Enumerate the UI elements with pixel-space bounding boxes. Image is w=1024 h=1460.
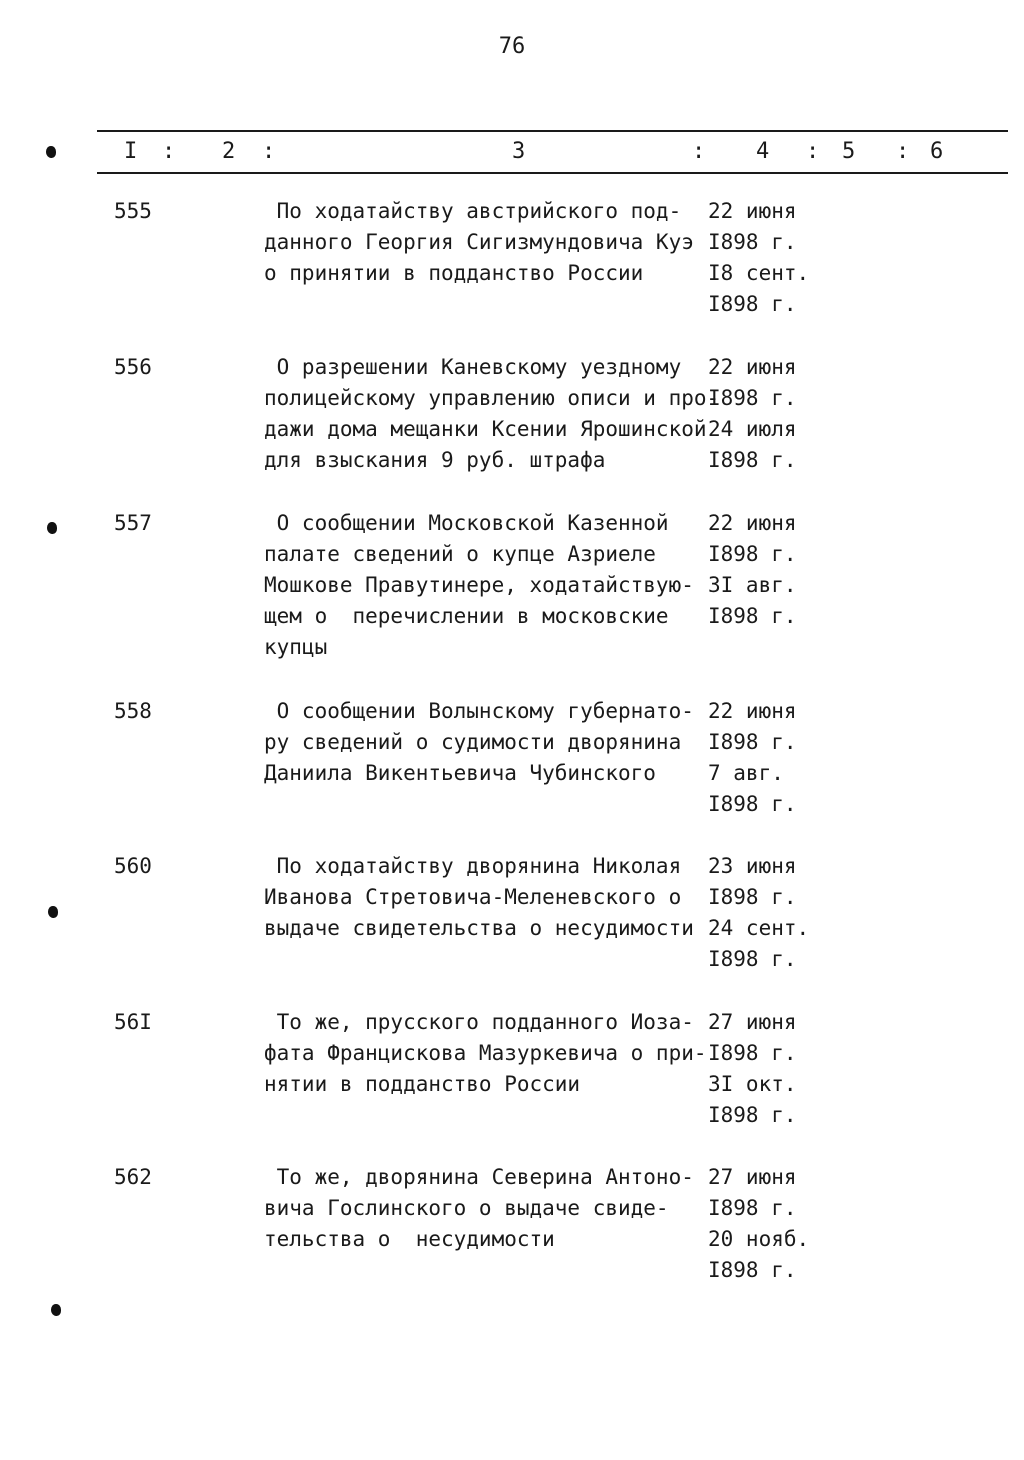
date-line: 27 июня <box>708 1010 797 1034</box>
date-line: 3I авг. <box>708 573 797 597</box>
description-line: дажи дома мещанки Ксении Ярошинской <box>264 417 707 441</box>
description-line: Даниила Викентьевича Чубинского <box>264 761 656 785</box>
entry-number: 556 <box>114 355 152 379</box>
description-line: ру сведений о судимости дворянина <box>264 730 682 754</box>
description-line: купцы <box>264 635 328 659</box>
description-line: О сообщении Волынскому губернато- <box>264 699 694 723</box>
description-line: По ходатайству дворянина Николая <box>264 854 682 878</box>
entry-dates <box>708 1162 809 1286</box>
description-line: полицейскому управлению описи и про- <box>264 386 720 410</box>
date-line: 3I окт. <box>708 1072 797 1096</box>
date-line: I898 г. <box>708 448 797 472</box>
entry-number: 557 <box>114 511 152 535</box>
date-line: 22 июня <box>708 355 797 379</box>
date-line: I898 г. <box>708 947 797 971</box>
binding-hole-mark <box>46 146 56 158</box>
column-header-4: 4 <box>756 139 770 164</box>
date-line: I898 г. <box>708 730 797 754</box>
column-header-2: 2 <box>222 139 236 164</box>
description-line: нятии в подданство России <box>264 1072 581 1096</box>
table-header-bottom-rule <box>97 172 1008 174</box>
date-line: I898 г. <box>708 885 797 909</box>
description-line: тельства о несудимости <box>264 1227 555 1251</box>
column-header-separator: : <box>896 139 910 164</box>
entry-number: 562 <box>114 1165 152 1189</box>
entry-number: 555 <box>114 199 152 223</box>
column-header-1: I <box>124 139 138 164</box>
date-line: 27 июня <box>708 1165 797 1189</box>
date-line: 7 авг. <box>708 761 784 785</box>
description-line: вича Гослинского о выдаче свиде- <box>264 1196 669 1220</box>
description-line: фата Францискова Мазуркевича о при- <box>264 1041 707 1065</box>
date-line: 22 июня <box>708 699 797 723</box>
entry-number: 560 <box>114 854 152 878</box>
date-line: I898 г. <box>708 1103 797 1127</box>
entry-description <box>264 696 704 789</box>
description-line: выдаче свидетельства о несудимости <box>264 916 694 940</box>
date-line: 24 июля <box>708 417 797 441</box>
entry-dates <box>708 851 809 975</box>
description-line: для взыскания 9 руб. штрафа <box>264 448 606 472</box>
date-line: I898 г. <box>708 1196 797 1220</box>
date-line: I898 г. <box>708 386 797 410</box>
date-line: I898 г. <box>708 1041 797 1065</box>
description-line: Мошкове Правутинере, ходатайствую- <box>264 573 694 597</box>
entry-dates <box>708 352 797 476</box>
description-line: Иванова Стретовича-Меленевского о <box>264 885 682 909</box>
entry-dates <box>708 1007 797 1131</box>
date-line: I8 сент. <box>708 261 810 285</box>
entry-description <box>264 1162 704 1255</box>
description-line: То же, дворянина Северина Антоно- <box>264 1165 694 1189</box>
date-line: I898 г. <box>708 230 797 254</box>
entry-dates <box>708 196 809 320</box>
entry-dates <box>708 696 797 820</box>
date-line: 22 июня <box>708 199 797 223</box>
page-number: 76 <box>498 34 526 59</box>
description-line: О сообщении Московской Казенной <box>264 511 669 535</box>
date-line: I898 г. <box>708 292 797 316</box>
entry-dates <box>708 508 797 632</box>
description-line: о принятии в подданство России <box>264 261 644 285</box>
entry-description <box>264 352 720 476</box>
entry-description <box>264 851 704 944</box>
column-header-separator: : <box>806 139 820 164</box>
date-line: 24 сент. <box>708 916 810 940</box>
description-line: щем о перечислении в московские <box>264 604 669 628</box>
column-header-5: 5 <box>842 139 856 164</box>
date-line: 22 июня <box>708 511 797 535</box>
description-line: По ходатайству австрийского под- <box>264 199 682 223</box>
binding-hole-mark <box>51 1304 61 1316</box>
date-line: I898 г. <box>708 792 797 816</box>
column-header-6: 6 <box>930 139 944 164</box>
date-line: 20 нояб. <box>708 1227 810 1251</box>
date-line: 23 июня <box>708 854 797 878</box>
column-header-separator: : <box>162 139 176 164</box>
column-header-separator: : <box>262 139 276 164</box>
column-header-3: 3 <box>512 139 526 164</box>
entry-number: 56I <box>114 1010 152 1034</box>
binding-hole-mark <box>47 522 57 534</box>
description-line: О разрешении Каневскому уездному <box>264 355 682 379</box>
date-line: I898 г. <box>708 604 797 628</box>
description-line: данного Георгия Сигизмундовича Куэ <box>264 230 694 254</box>
date-line: I898 г. <box>708 1258 797 1282</box>
column-header-separator: : <box>692 139 706 164</box>
description-line: палате сведений о купце Азриеле <box>264 542 656 566</box>
entry-description <box>264 508 704 663</box>
entry-description <box>264 196 704 289</box>
table-top-rule <box>97 130 1008 132</box>
description-line: То же, прусского подданного Иоза- <box>264 1010 694 1034</box>
date-line: I898 г. <box>708 542 797 566</box>
column-header-row <box>0 139 1024 167</box>
binding-hole-mark <box>48 906 58 918</box>
entry-number: 558 <box>114 699 152 723</box>
entry-description <box>264 1007 707 1100</box>
